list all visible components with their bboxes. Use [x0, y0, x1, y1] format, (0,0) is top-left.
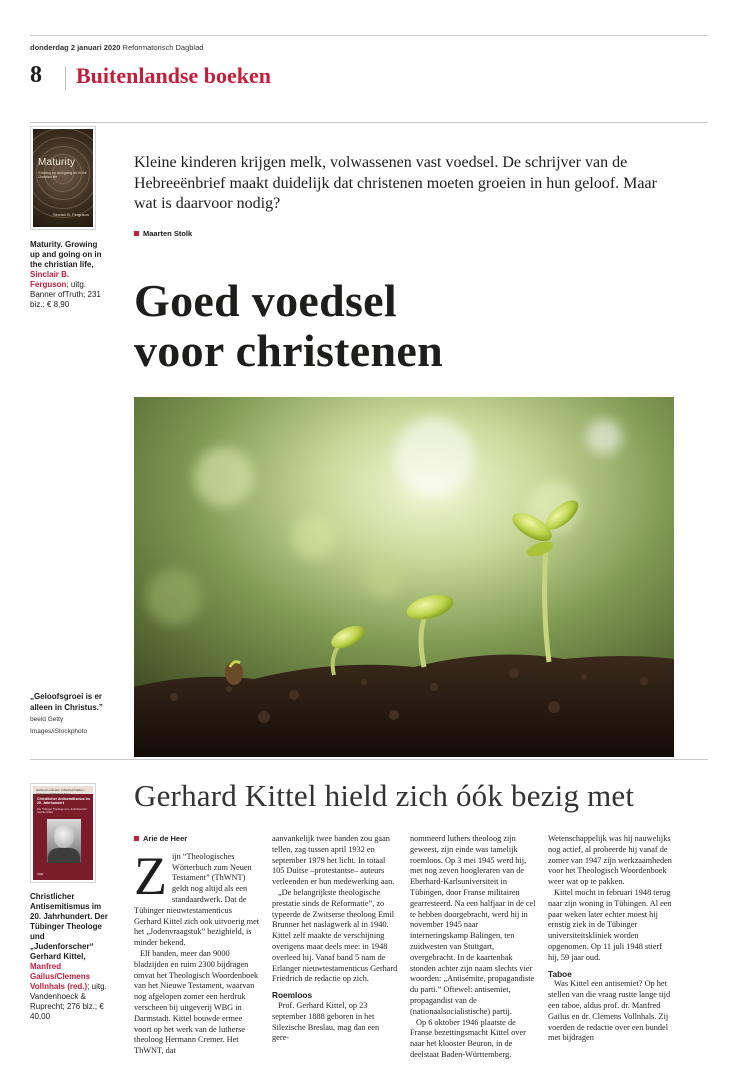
byline-text: Maarten Stolk [143, 229, 193, 238]
byline2-marker [134, 836, 139, 841]
cover2-subtitle: Der Tübinger Theologe und „Judenforscher“ Gerhard Kittel [37, 808, 88, 815]
article2-column-1 [134, 834, 260, 1057]
book2-caption [30, 892, 110, 1022]
article2-column-4 [548, 834, 674, 1044]
cover2-portrait-head [54, 824, 74, 848]
paragraph: „De belangrijkste theologische prestatie sinds de Reformatie”, zo typeerde de Zwitserse theoloog Emil Brunner het naslagwerk al in 1940. Kittel zelf maakte de verschijning overigens maar deels mee: in 1948 overleed hij. Vanaf band 5 nam de Erlanger nieuwtestamenticus Gerhard Friedrich de redactie op zich. [272, 887, 398, 984]
article-intro: Kleine kinderen krijgen melk, volwassenen vast voedsel. De schrijver van de Hebreeënbrief maakt duidelijk dat christenen moeten groeien in hun geloof. Maar wat is daarvoor nodig? [134, 154, 657, 212]
photo-caption [30, 691, 110, 737]
book1-caption [30, 240, 108, 310]
photo-credit: beeld Getty Images/iStockphoto [30, 716, 88, 735]
book2-caption-author: Manfred Gailus/Clemens Vollnhals (red.) [30, 962, 91, 991]
lead-text: ijn “Theologisches Wörterbuch zum Neuen Testament” (ThWNT) geldt nog altijd als een standaardwerk. Dat de Tübinger nieuwtestamenticus Gerhard Kittel zich ook uitvoerig met het „Jodenvraagstuk” bezighield, is minder bekend. [134, 851, 260, 948]
paragraph: Kittel mocht in februari 1948 terug naar zijn woning in Tübingen. Al een paar weken later echter moest hij ernstig ziek in de Tübinger universiteitskliniek worden opgenomen. Op 11 juli 1948 stierf hij, 59 jaar oud. [548, 887, 672, 962]
section-title: Buitenlandse boeken [76, 63, 271, 88]
subheading-roemloos: Roemloos [272, 990, 313, 1001]
book2-caption-title: Christlicher Antisemitismus im 20. Jahrhundert. Der Tübinger Theologe und „Judenforscher“ Gerhard Kittel, [30, 892, 108, 961]
cover2-publisher: V&R [37, 872, 44, 876]
book1-caption-title: Maturity. Growing up and going on in the christian life, [30, 240, 102, 269]
article-byline [134, 229, 192, 238]
seedlings-illustration [134, 397, 674, 757]
byline2-text: Arie de Heer [143, 834, 188, 843]
paragraph: aanvankelijk twee banden zou gaan tellen, zag tussen april 1932 en september 1979 het licht. In totaal 105 Duitse –protestantse– auteurs verleenden er hun medewerking aan. [272, 834, 395, 887]
paragraph: nommeerd luthers theoloog zijn geweest, zijn einde was tamelijk roemloos. Op 3 mei 1945 werd hij, met nog zeven hoogleraren van de Eberhard-Karlsuniversiteit in Tübingen, door Franse militairen gearresteerd. Na een halfjaar in de cel te hebben doorgebracht, werd hij in november 1945 naar interneringskamp Balingen, ten zuidwesten van Stuttgart, overgebracht. In de kaartenbak stonden achter zijn naam slechts vier woorden: „Antisémite, propagandiste du parti.” Oftewel: antisemiet, propagandist van de (nationaalsocialistische) partij. [410, 834, 536, 1016]
header-rule [30, 122, 708, 123]
paragraph: Elf banden, meer dan 9000 bladzijden en ruim 2300 bijdragen omvat het Theologisch Woordenboek van het Nieuwe Testament, waarvan nog afgelopen zomer een herdruk verscheen bij uitgeverij WBG in Darmstadt. Kittel bouwde ermee voort op het werk van de lutherse theoloog Hermann Cremer. Het ThWNT, dat [134, 948, 259, 1056]
masthead-date: donderdag 2 januari 2020 [30, 43, 121, 52]
book1-caption-details: ; uitg. Banner ofTruth; 231 biz.; € 8,90 [30, 280, 101, 309]
book1-caption-author: Sinclair B. Ferguson [30, 270, 70, 289]
book-cover-antisemitismus [30, 783, 96, 883]
article2-column-3 [410, 834, 536, 1061]
article-headline [134, 276, 694, 376]
paragraph: Was Kittel een antisemiet? Op het stellen van die vraag rustte lange tijd een taboe, aldus prof. dr. Manfred Gailus en dr. Clemens Vollnhals. Zij voerden de redactie over een bundel met bijdragen [548, 979, 671, 1043]
article-divider [30, 759, 708, 760]
masthead-paper: Reformatorisch Dagblad [122, 43, 204, 52]
article2-lead-paragraph [134, 845, 260, 949]
paragraph: Op 6 oktober 1946 plaatste de Franse bezettingsmacht Kittel over naar het klooster Beuron, in de deelstaat Baden-Württemberg. [410, 1017, 526, 1059]
cover2-series: Hartmut Lehmann | Manfred Gailus | Clemens Vollnhals (Hrsg.) [33, 786, 93, 794]
photo-caption-text: „Geloofsgroei is er alleen in Christus.” [30, 692, 103, 712]
article-photo [134, 397, 674, 757]
page-number: 8 [30, 62, 42, 88]
cover2-title: Christlicher Antisemitismus im 20. Jahrhundert [37, 797, 90, 806]
cover-subtitle: Growing up and going on in the Christian life [38, 171, 87, 179]
cover2-portrait-body [48, 848, 80, 863]
book2-caption-details: ; uitg. Vandenhoeck & Ruprecht; 276 blz.; € 40,00 [30, 982, 107, 1021]
paragraph: Wetenschappelijk was hij nauwelijks nog actief, al probeerde hij vanaf de zomer van 1947 zijn werkzaamheden voor het Theologisch Woordenboek weer wat op te pakken. [548, 834, 672, 887]
cover-author: Sinclair B. Ferguson [52, 212, 89, 217]
headline-line-1: Goed voedsel [134, 275, 397, 326]
drop-cap: Z [134, 845, 167, 906]
cover2-art [33, 786, 93, 880]
masthead-meta [30, 43, 203, 52]
article2-byline [134, 834, 260, 845]
book-cover-maturity [30, 126, 96, 230]
cover-title: Maturity [38, 157, 76, 168]
article2-column-2 [272, 834, 398, 1044]
masthead-divider [65, 66, 66, 90]
headline-line-2: voor christenen [134, 325, 444, 376]
article2-headline: Gerhard Kittel hield zich óók bezig met [134, 778, 635, 813]
cover-art [33, 129, 93, 227]
top-rule [30, 35, 708, 36]
paragraph: Prof. Gerhard Kittel, op 23 september 1888 geboren in het Silezische Breslau, mag dan een gere- [272, 1000, 380, 1043]
byline-marker [134, 231, 139, 236]
subheading-taboe: Taboe [548, 968, 572, 979]
